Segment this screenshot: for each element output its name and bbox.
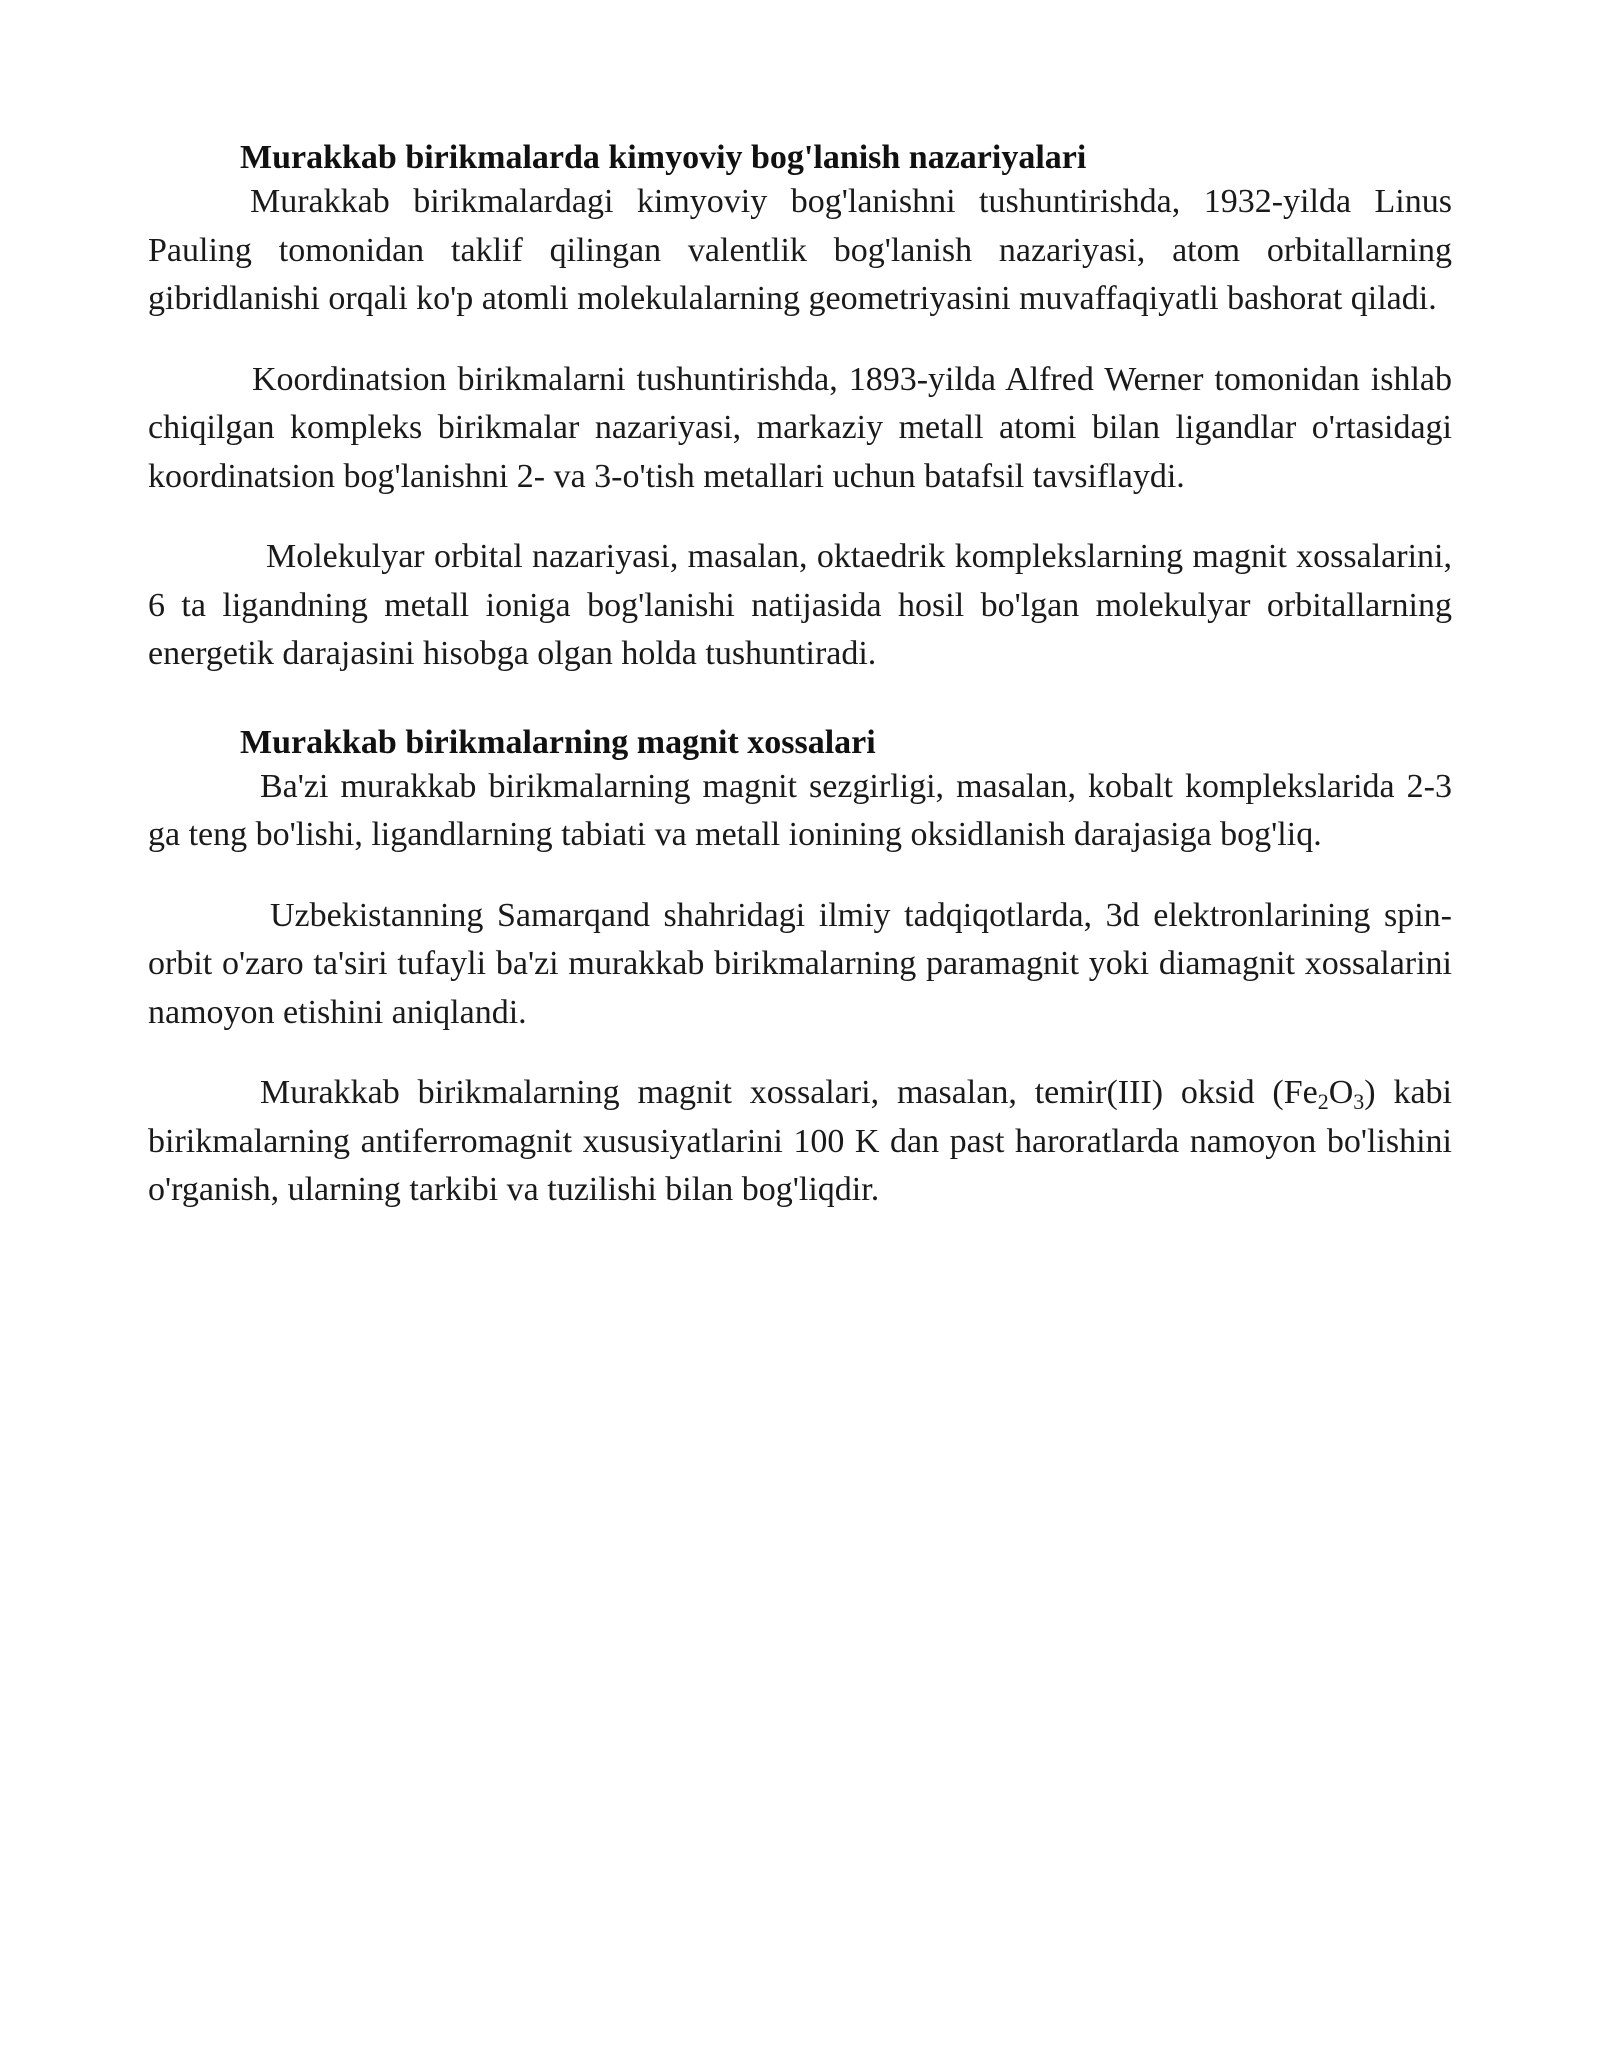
section-heading-magnetic-properties: Murakkab birikmalarning magnit xossalari (240, 723, 876, 761)
paragraph-samarkand-research: Uzbekistanning Samarqand shahridagi ilmiy tadqiqotlarda, 3d elektronlarining spin-orbit o'zaro ta'siri tufayli ba'zi murakkab birikmalarning paramagnit yoki diamagnit xossalarini namoyon etishini aniqlandi. (148, 896, 1452, 1031)
paragraph-coordination-theory: Koordinatsion birikmalarni tushuntirishda, 1893-yilda Alfred Werner tomonidan ishlab chiqilgan kompleks birikmalar nazariyasi, markaziy metall atomi bilan ligandlar o'rtasidagi koordinatsion bog'lanishni 2- va 3-o'tish metallari uchun batafsil tavsiflaydi. (148, 360, 1452, 495)
subscript-2: 2 (1317, 1089, 1329, 1114)
paragraph-magnetic-susceptibility: Ba'zi murakkab birikmalarning magnit sezgirligi, masalan, kobalt komplekslarida 2-3 ga teng bo'lishi, ligandlarning tabiati va metall ionining oksidlanish darajasiga bog'liq. (148, 767, 1452, 853)
paragraph-iron-oxide (148, 1069, 1452, 1215)
iron-oxide-text-after: ) kabi birikmalarning antiferromagnit xususiyatlarini 100 K dan past haroratlarda namoyon bo'lishini o'rganish, ularning tarkibi va tuzilishi bilan bog'liqdir. (148, 1074, 1452, 1208)
oxygen-symbol: O (1328, 1074, 1354, 1111)
section-heading-bonding-theories: Murakkab birikmalarda kimyoviy bog'lanish nazariyalari (240, 139, 1087, 176)
document-body (148, 138, 1452, 1215)
iron-oxide-text-before: Murakkab birikmalarning magnit xossalari, masalan, temir(III) oksid (Fe (260, 1074, 1318, 1111)
paragraph-valence-bond: Murakkab birikmalardagi kimyoviy bog'lanishni tushuntirishda, 1932-yilda Linus Pauling tomonidan taklif qilingan valentlik bog'lanish nazariyasi, atom orbitallarning gibridlanishi orqali ko'p atomli molekulalarning geometriyasini muvaffaqiyatli bashorat qiladi. (148, 183, 1452, 317)
subscript-3: 3 (1353, 1089, 1365, 1114)
paragraph-molecular-orbital: Molekulyar orbital nazariyasi, masalan, oktaedrik komplekslarning magnit xossalarini, 6 ta ligandning metall ioniga bog'lanishi natijasida hosil bo'lgan molekulyar orbitallarning energetik darajasini hisobga olgan holda tushuntiradi. (148, 538, 1452, 672)
